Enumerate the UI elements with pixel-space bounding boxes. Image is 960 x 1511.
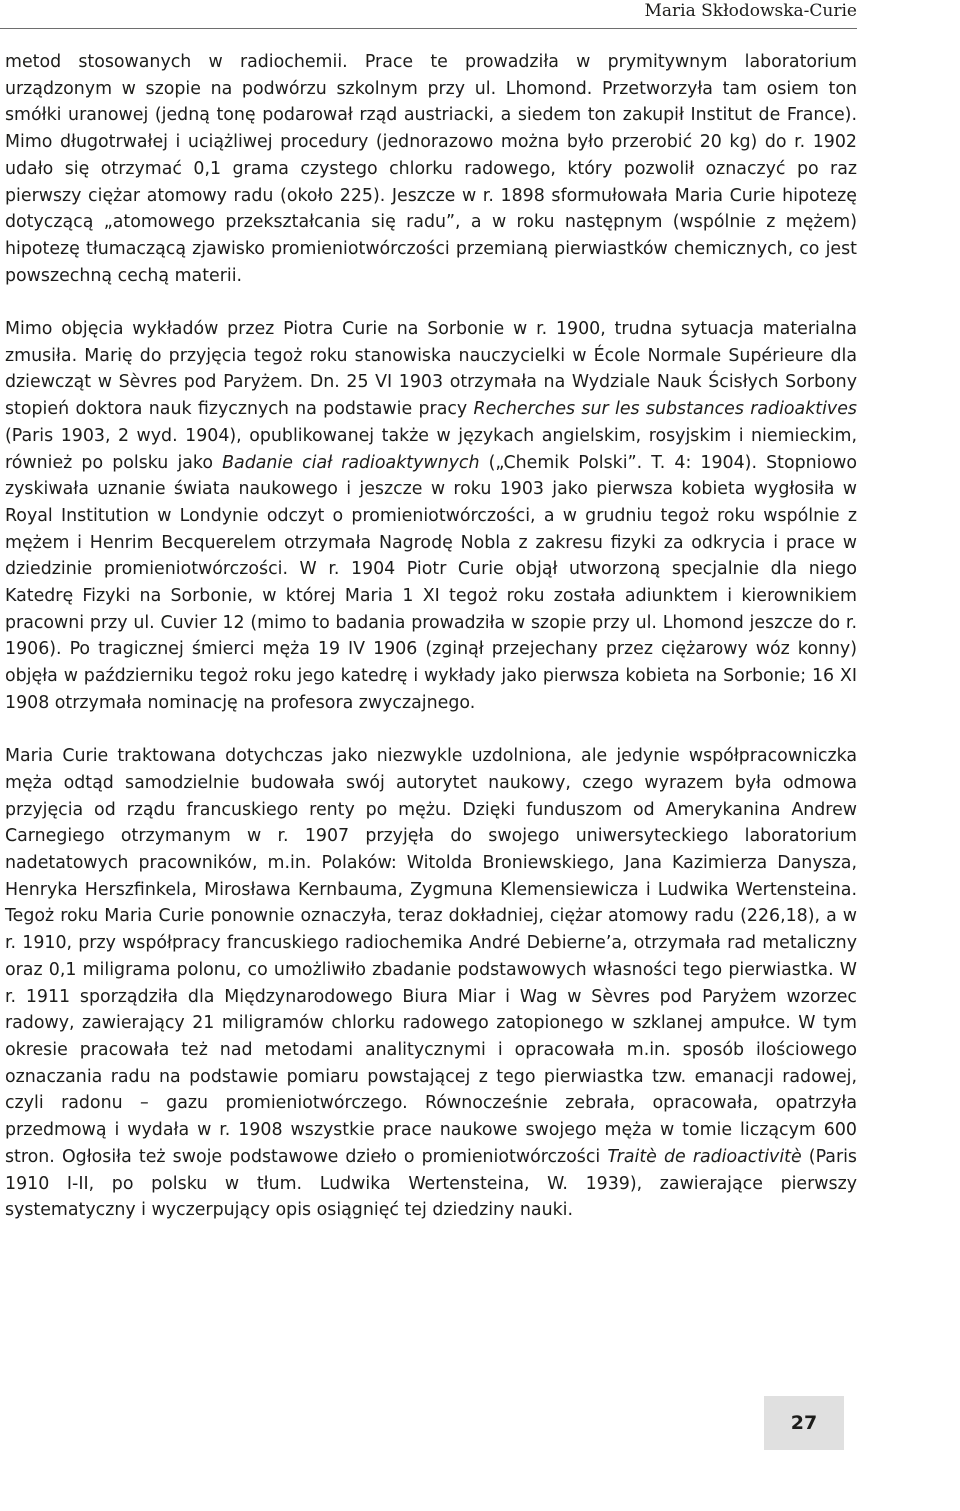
text-segment: Maria Curie traktowana dotychczas jako niezwykle uzdolniona, ale jedynie współpracowniczka męża odtąd samodzielnie budowała swój autorytet naukowy, czego wyrazem była odmowa przyjęcia od rządu francuskiego renty po mężu. Dzięki funduszom od Amerykanina Andrew Carnegiego otrzymanym w r. 1907 przyjęła do swojego uniwersyteckiego laboratorium nadetatowych pracowników, m.in. Polaków: Witolda Broniewskiego, Jana Kazimierza Danysza, Henryka Herszfinkela, Mirosława Kernbauma, Zygmuna Klemensiewicza i Ludwika Wertensteina. Tegoż roku Maria Curie ponownie oznaczyła, teraz dokładniej, ciężar atomowy radu (226,18), a w r. 1910, przy współpracy francuskiego radiochemika André Debierne’a, otrzymała rad metaliczny oraz 0,1 miligrama polonu, co umożliwiło zbadanie podstawowych własności tego pierwiastka. W r. 1911 sporządziła dla Międzynarodowego Biura Miar i Wag w Sèvres pod Paryżem wzorzec radowy, zawierający 21 miligramów chlorku radowego zatopionego w szklanej ampułce. W tym okresie pracowała też nad metodami analitycznymi i opracowała m.in. sposób ilościowego oznaczania radu na podstawie pomiaru powstającej z tego pierwiastka tzw. emanacji radowej, czyli radonu – gazu promieniotwórczego. Równocześnie zebrała, opracowała, opatrzyła przedmową i wydała w r. 1908 wszystkie prace naukowe swojego męża w tomie liczącym 600 stron. Ogłosiła też swoje podstawowe dzieło o promieniotwórczości [5,746,857,1167]
running-header [0,0,857,29]
paragraph-1 [5,49,857,289]
page-number-box [764,1396,844,1450]
page-number: 27 [790,1412,818,1434]
running-title: Maria Skłodowska-Curie [644,1,857,21]
text-segment: Mimo objęcia wykładów przez Piotra Curie na Sorbonie w r. 1900, trudna sytuacja materialna zmusiła. Marię do przyjęcia tegoż roku stanowiska nauczycielki w École Normale Supérieure dla dziewcząt w Sèvres pod Paryżem. Dn. 25 VI 1903 otrzymała na Wydziale Nauk Ścisłych Sorbony stopień doktora nauk fizycznych na podstawie pracy [5,319,857,420]
body-text [5,49,857,1224]
text-segment: (Paris 1903, 2 wyd. 1904), opublikowanej także w językach angielskim, rosyjskim i niemieckim, również po polsku jako [5,425,857,473]
text-segment: metod stosowanych w radiochemii. Prace te prowadziła w prymitywnym laboratorium urządzonym w szopie na podwórzu szkolnym przy ul. Lhomond. Przetworzyła tam osiem ton smółki uranowej (jedną tonę podarował rząd austriacki, a siedem ton zakupił Institut de France). Mimo długotrwałej i uciążliwej procedury (jednorazowo można było przerobić 20 kg) do r. 1902 udało się otrzymać 0,1 grama czystego chlorku radowego, który pozwolił oznaczyć po raz pierwszy ciężar atomowy radu (około 225). Jeszcze w r. 1898 sformułowała Maria Curie hipotezę dotyczącą „atomowego przekształcania się radu”, a w roku następnym (wspólnie z mężem) hipotezę tłumaczącą zjawisko promieniotwórczości przemianą pierwiastków chemicznych, co jest powszechną cechą materii. [5,52,857,286]
paragraph-3 [5,743,857,1224]
text-segment: (Paris 1910 I-II, po polsku w tłum. Ludwika Wertensteina, W. 1939), zawierające pierwszy systematyczny i wyczerpujący opis osiągnięć tej dziedziny nauki. [5,1146,857,1221]
text-segment: („Chemik Polski”. T. 4: 1904). Stopniowo zyskiwała uznanie świata naukowego i jeszcze w roku 1903 jako pierwsza kobieta wygłosiła w Royal Institution w Londynie odczyt o promieniotwórczości, a w grudniu tegoż roku wspólnie z mężem i Henrim Becquerelem otrzymała Nagrodę Nobla z zakresu fizyki za odkrycia i prace w dziedzinie promieniotwórczości. W r. 1904 Piotr Curie objął utworzoną specjalnie dla niego Katedrę Fizyki na Sorbonie, w której Maria 1 XI tegoż roku została adiunktem i kierownikiem pracowni przy ul. Cuvier 12 (mimo to badania prowadziła w szopie przy ul. Lhomond jeszcze do r. 1906). Po tragicznej śmierci męża 19 IV 1906 (zginął przejechany przez ciężarowy wóz konny) objęła w październiku tegoż roku jego katedrę i wykłady jako pierwsza kobieta na Sorbonie; 16 XI 1908 otrzymała nominację na profesora zwyczajnego. [5,452,857,713]
book-title-recherches: Recherches sur les substances radioaktives [473,399,857,420]
paragraph-2 [5,316,857,717]
book-title-badanie: Badanie ciał radioaktywnych [222,452,480,473]
book-title-traite: Traitè de radioactivitè [607,1146,802,1167]
